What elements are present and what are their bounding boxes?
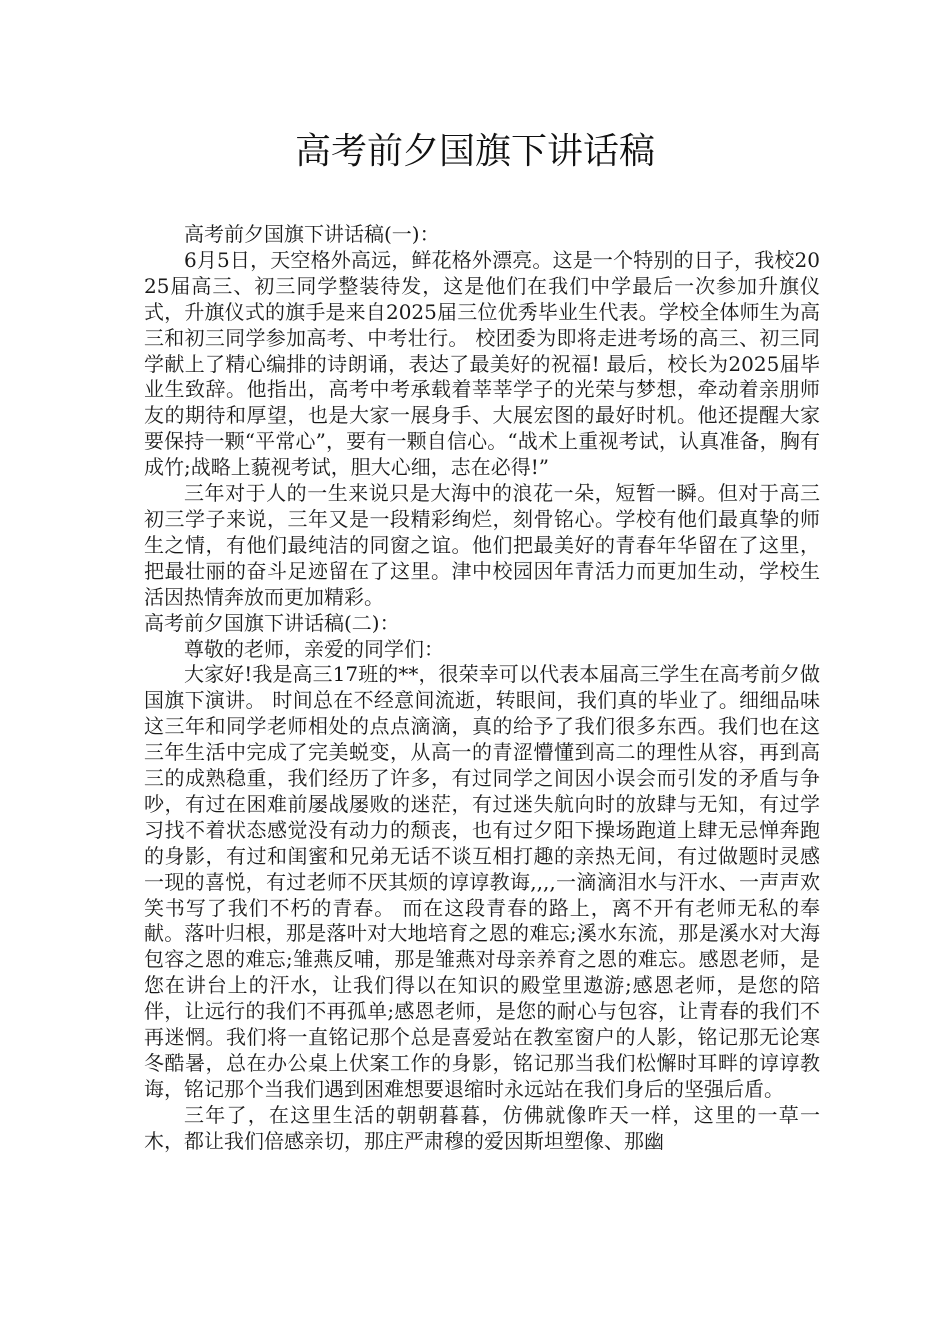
paragraph-salutation: 尊敬的老师，亲爱的同学们：: [184, 636, 444, 661]
paragraph-speech-two-heading: 高考前夕国旗下讲话稿(二)：: [144, 610, 400, 635]
document-title: 高考前夕国旗下讲话稿: [294, 131, 655, 172]
paragraph-campus-memories: 三年了，在这里生活的朝朝暮暮，仿佛就像昨天一样，这里的一草一木，都让我们倍感亲切，那庄严肃穆的爱因斯坦塑像、那幽: [144, 1102, 820, 1153]
document-body: [144, 222, 820, 1155]
paragraph-three-years: 三年对于人的一生来说只是大海中的浪花一朵，短暂一瞬。但对于高三初三学子来说，三年又是一段精彩绚烂，刻骨铭心。学校有他们最真挚的师生之情，有他们最纯洁的同窗之谊。他们把最美好的青春年华留在了这里，把最壮丽的奋斗足迹留在了这里。津中校园因年青活力而更加生动，学校生活因热情奔放而更加精彩。: [144, 481, 820, 609]
paragraph-ceremony-description: 6月5日，天空格外高远，鲜花格外漂亮。这是一个特别的日子，我校2025届高三、初三同学整装待发，这是他们在我们中学最后一次参加升旗仪式，升旗仪式的旗手是来自2025届三位优秀毕业生代表。学校全体师生为高三和初三同学参加高考、中考壮行。 校团委为即将走进考场的高三、初三同学献上了精心编排的诗朗诵，表达了最美好的祝福! 最后，校长为2025届毕业生致辞。他指出，高考中考承载着莘莘学子的光荣与梦想，牵动着亲朋师友的期待和厚望，也是大家一展身手、大展宏图的最好时机。他还提醒大家要保持一颗“平常心”，要有一颗自信心。“战术上重视考试，认真准备，胸有成竹;战略上藐视考试，胆大心细，志在必得!”: [144, 247, 820, 480]
paragraph-speech-one-heading: 高考前夕国旗下讲话稿(一)：: [184, 222, 440, 246]
paragraph-student-speech: 大家好!我是高三17班的**，很荣幸可以代表本届高三学生在高考前夕做国旗下演讲。 时间总在不经意间流逝，转眼间，我们真的毕业了。细细品味这三年和同学老师相处的点点滴滴，真的给予了我们很多东西。我们也在这三年生活中完成了完美蜕变，从高一的青涩懵懂到高二的理性从容，再到高三的成熟稳重，我们经历了许多，有过同学之间因小误会而引发的矛盾与争吵，有过在困难前屡战屡败的迷茫，有过迷失航向时的放肆与无知，有过学习找不着状态感觉没有动力的颓丧，也有过夕阳下操场跑道上肆无忌惮奔跑的身影，有过和闺蜜和兄弟无话不谈互相打趣的亲热无间，有过做题时灵感一现的喜悦，有过老师不厌其烦的谆谆教诲,,,,一滴滴泪水与汗水、一声声欢笑书写了我们不朽的青春。 而在这段青春的路上，离不开有老师无私的奉献。落叶归根，那是落叶对大地培育之恩的难忘;溪水东流，那是溪水对大海包容之恩的难忘;雏燕反哺，那是雏燕对母亲养育之恩的难忘。感恩老师，是您在讲台上的汗水，让我们得以在知识的殿堂里遨游;感恩老师，是您的陪伴，让远行的我们不再孤单;感恩老师，是您的耐心与包容，让青春的我们不再迷惘。我们将一直铭记那个总是喜爱站在教室窗户的人影，铭记那无论寒冬酷暑，总在办公桌上伏案工作的身影，铭记那当我们松懈时耳畔的谆谆教诲，铭记那个当我们遇到困难想要退缩时永远站在我们身后的坚强后盾。: [144, 662, 820, 1101]
